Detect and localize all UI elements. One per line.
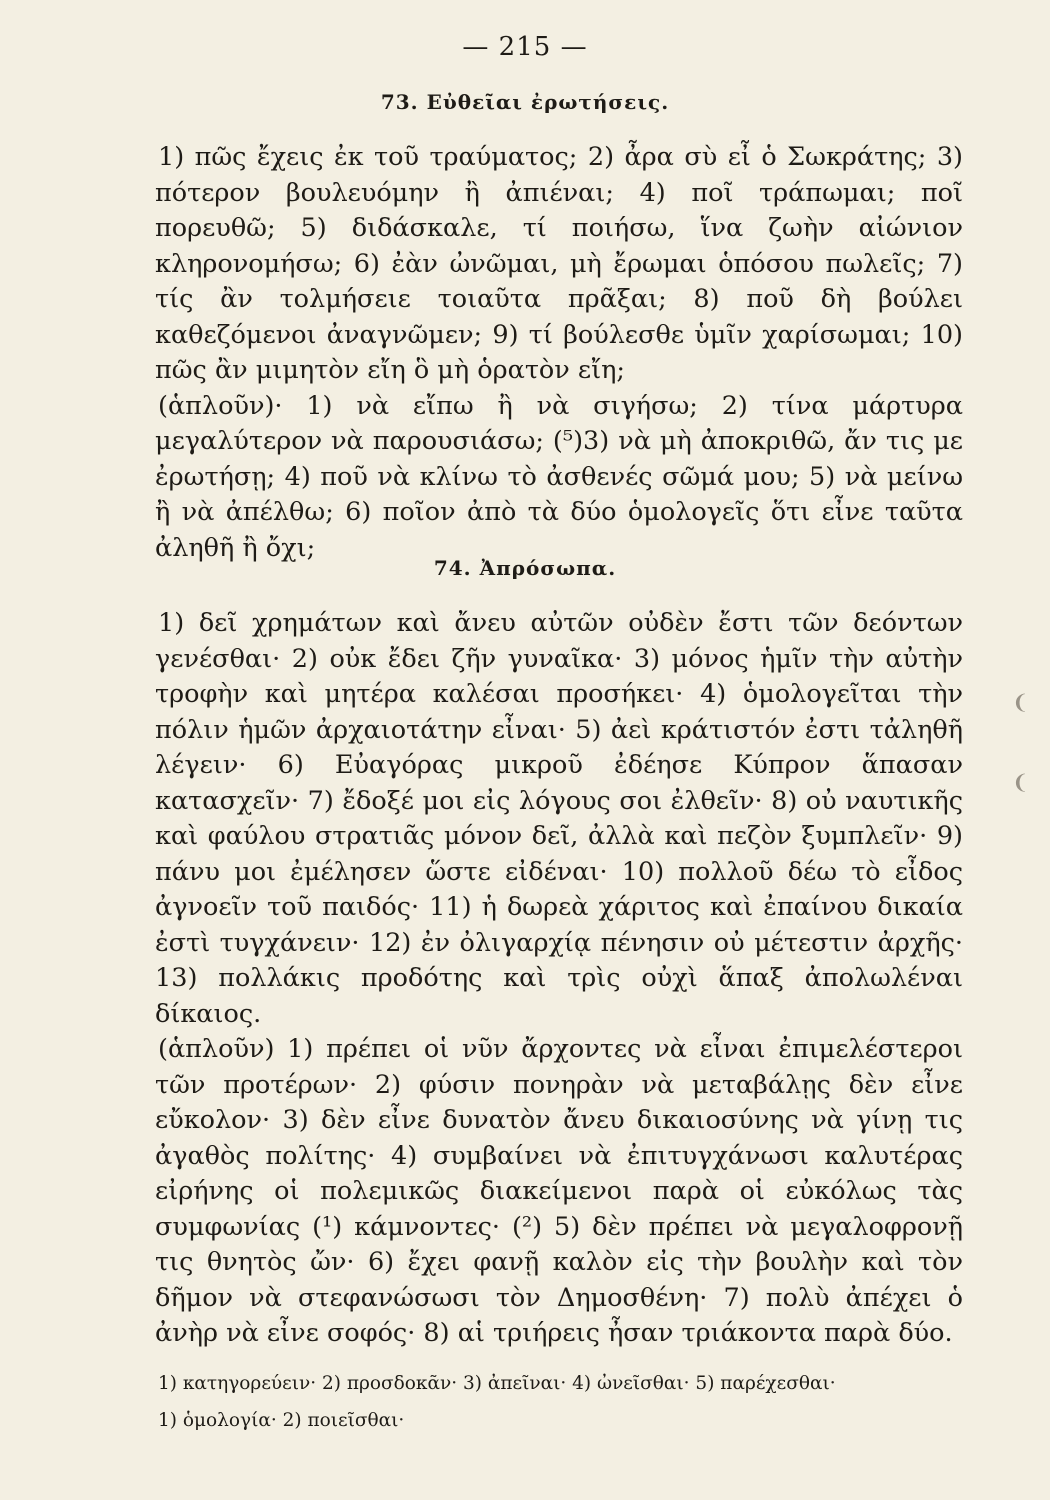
section-74-paragraph-ancient: 1) δεῖ χρημάτων καὶ ἄνευ αὐτῶν οὐδὲν ἔστι τῶν δεόντων γενέσθαι· 2) οὐκ ἔδει ζῆν γυναῖκα· 3) μόνος ἡμῖν τὴν αὐτὴν τροφὴν καὶ μητέρα καλέσαι προσήκει· 4) ὁμολογεῖται τὴν πόλιν ἡμῶν ἀρχαιοτάτην εἶναι· 5) ἀεὶ κράτιστόν ἐστι τἀληθῆ λέγειν· 6) Εὐαγόρας μικροῦ ἐδέησε Κύπρον ἅπασαν κατασχεῖν· 7) ἔδοξέ μοι εἰς λόγους σοι ἐλθεῖν· 8) οὐ ναυτικῆς καὶ φαύλου στρατιᾶς μόνον δεῖ, ἀλλὰ καὶ πεζὸν ξυμπλεῖν· 9) πάνυ μοι ἐμέλησεν ὥστε εἰδέναι· 10) πολλοῦ δέω τὸ εἶδος ἀγνοεῖν τοῦ παιδός· 11) ἡ δωρεὰ χάριτος καὶ ἐπαίνου δικαία ἐστὶ τυγχάνειν· 12) ἐν ὀλιγαρχίᾳ πένησιν οὐ μέτεστιν ἀρχῆς· 13) πολλάκις προδότης καὶ τρὶς οὐχὶ ἅπαξ ἀπολωλέναι δίκαιος. [155,608,963,1029]
section-title-73: 73. Εὐθεῖαι ἐρωτήσεις. [380,90,670,114]
page-number: — 215 — [462,32,588,62]
margin-mark: ❨ [1012,690,1029,714]
footnote-line: 1) κατηγορεύειν· 2) προσδοκᾶν· 3) ἀπεῖναι· 4) ὠνεῖσθαι· 5) παρέχεσθαι· [158,1373,836,1394]
section-title-74: 74. Ἀπρόσωπα. [433,556,617,580]
section-74-body [155,606,963,1352]
footnotes [158,1365,958,1439]
section-74-paragraph-modern: (ἁπλοῦν) 1) πρέπει οἱ νῦν ἄρχοντες νὰ εἶναι ἐπιμελέστεροι τῶν προτέρων· 2) φύσιν πονηρὰν νὰ μεταβάλῃς δὲν εἶνε εὔκολον· 3) δὲν εἶνε δυνατὸν ἄνευ δικαιοσύνης νὰ γίνῃ τις ἀγαθὸς πολίτης· 4) συμβαίνει νὰ ἐπιτυγχάνωσι καλυτέρας εἰρήνης οἱ πολεμικῶς διακείμενοι παρὰ οἱ εὐκόλως τὰς συμφωνίας (¹) κάμνοντες· (²) 5) δὲν πρέπει νὰ μεγαλοφρονῇ τις θνητὸς ὤν· 6) ἔχει φανῇ καλὸν εἰς τὴν βουλὴν καὶ τὸν δῆμον νὰ στεφανώσωσι τὸν Δημοσθένη· 7) πολὺ ἀπέχει ὁ ἀνὴρ νὰ εἶνε σοφός· 8) αἱ τριήρεις ἦσαν τριάκοντα παρὰ δύο. [155,1034,963,1348]
footnote-line: 1) ὁμολογία· 2) ποιεῖσθαι· [158,1410,405,1431]
section-73-paragraph-modern: (ἁπλοῦν)· 1) νὰ εἴπω ἢ νὰ σιγήσω; 2) τίνα μάρτυρα μεγαλύτερον νὰ παρουσιάσω; (⁵)3) νὰ μὴ ἀποκριθῶ, ἄν τις με ἐρωτήσῃ; 4) ποῦ νὰ κλίνω τὸ ἀσθενές σῶμά μου; 5) νὰ μείνω ἢ νὰ ἀπέλθω; 6) ποῖον ἀπὸ τὰ δύο ὁμολογεῖς ὅτι εἶνε ταῦτα ἀληθῆ ἢ ὄχι; [155,390,963,563]
section-73-paragraph-direct: 1) πῶς ἔχεις ἐκ τοῦ τραύματος; 2) ἆρα σὺ εἶ ὁ Σωκράτης; 3) πότερον βουλευόμην ἢ ἀπιέναι; 4) ποῖ τράπωμαι; ποῖ πορευθῶ; 5) διδάσκαλε, τί ποιήσω, ἵνα ζωὴν αἰώνιον κληρονομήσω; 6) ἐὰν ὠνῶμαι, μὴ ἔρωμαι ὁπόσου πωλεῖς; 7) τίς ἂν τολμήσειε τοιαῦτα πρᾶξαι; 8) ποῦ δὴ βούλει καθεζόμενοι ἀναγνῶμεν; 9) τί βούλεσθε ὑμῖν χαρίσωμαι; 10) πῶς ἂν μιμητὸν εἴη ὃ μὴ ὁρατὸν εἴη; [155,142,963,385]
section-73-body [155,140,963,566]
margin-mark: ❨ [1012,770,1029,794]
